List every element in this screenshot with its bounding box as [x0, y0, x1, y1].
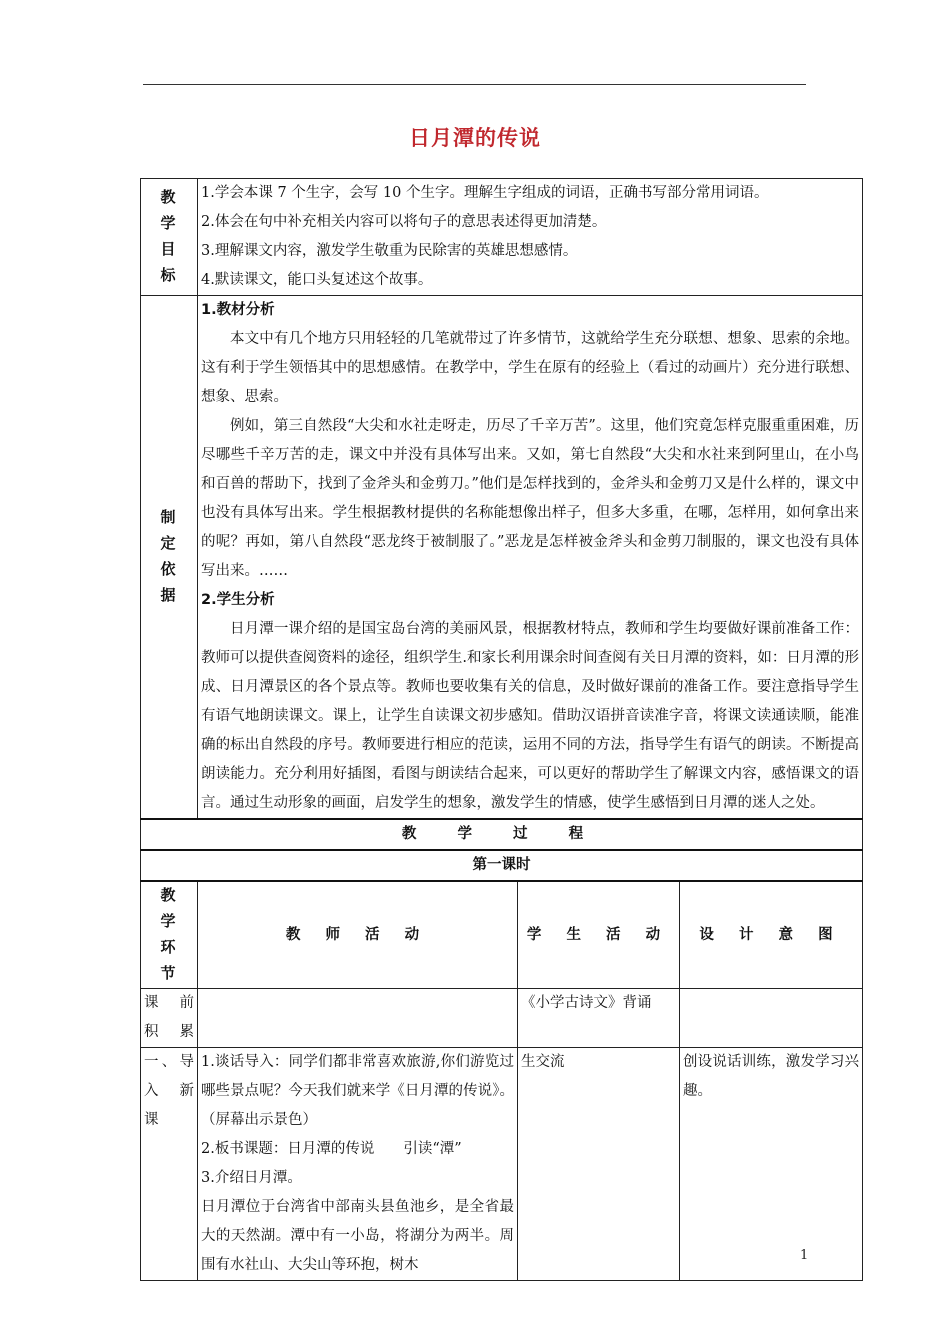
stage-cell: 一、导 入 新 课 — [141, 1048, 198, 1281]
page-title: 日月潭的传说 — [409, 126, 541, 150]
goal-item: 1.学会本课 7 个生字，会写 10 个生字。理解生字组成的词语，正确书写部分常用词语。 — [201, 185, 769, 201]
header-stage: 教 学 环 节 — [141, 881, 198, 989]
section-heading: 2.学生分析 — [201, 592, 275, 608]
table-row — [141, 989, 863, 1048]
lesson-plan-table — [140, 178, 863, 1281]
teacher-step: 日月潭位于台湾省中部南头县鱼池乡，是全省最大的天然湖。潭中有一小岛，将湖分为两半。周围有水社山、大尖山等环抱，树木 — [201, 1199, 514, 1273]
lesson-band: 第一课时 — [141, 850, 863, 881]
goals-content — [198, 179, 863, 296]
header-teacher: 教 师 活 动 — [198, 881, 518, 989]
lesson-band-row — [141, 850, 863, 881]
page-number: 1 — [800, 1248, 809, 1263]
teacher-cell — [198, 1048, 518, 1281]
teacher-step: 1.谈话导入：同学们都非常喜欢旅游,你们游览过哪些景点呢？今天我们就来学《日月潭的传说》。（屏幕出示景色） — [201, 1054, 514, 1128]
paragraph: 例如，第三自然段“大尖和水社走呀走，历尽了千辛万苦”。这里，他们究竟怎样克服重重困难，历尽哪些千辛万苦的走，课文中并没有具体写出来。又如，第七自然段“大尖和水社来到阿里山，在小鸟和百兽的帮助下，找到了金斧头和金剪刀。”他们是怎样找到的，金斧头和金剪刀又是什么样的，课文中也没有具体写出来。学生根据教材提供的名称能想像出样子，但多大多重，在哪，怎样用，如何拿出来的呢？再如，第八自然段“恶龙终于被制服了。”恶龙是怎样被金斧头和金剪刀制服的，课文也没有具体写出来。…… — [201, 418, 859, 579]
student-cell: 《小学古诗文》背诵 — [518, 989, 680, 1048]
intent-cell — [680, 989, 863, 1048]
goal-item: 3.理解课文内容，激发学生敬重为民除害的英雄思想感情。 — [201, 243, 578, 259]
header-intent: 设 计 意 图 — [680, 881, 863, 989]
stage-cell: 课 前 积累 — [141, 989, 198, 1048]
column-header-row — [141, 881, 863, 989]
goals-row — [141, 179, 863, 296]
table-row — [141, 1048, 863, 1281]
intent-cell: 创设说话训练，激发学习兴趣。 — [680, 1048, 863, 1281]
paragraph: 日月潭一课介绍的是国宝岛台湾的美丽风景，根据教材特点，教师和学生均要做好课前准备工作：教师可以提供查阅资料的途径，组织学生.和家长利用课余时间查阅有关日月潭的资料，如：日月潭的形成、日月潭景区的各个景点等。教师也要收集有关的信息，及时做好课前的准备工作。要注意指导学生有语气地朗读课文。课上，让学生自读课文初步感知。借助汉语拼音读准字音，将课文读通读顺，能准确的标出自然段的序号。教师要进行相应的范读，运用不同的方法，指导学生有语气的朗读。不断提高朗读能力。充分利用好插图，看图与朗读结合起来，可以更好的帮助学生了解课文内容，感悟课文的语言。通过生动形象的画面，启发学生的想象，激发学生的情感，使学生感悟到日月潭的迷人之处。 — [201, 621, 859, 811]
basis-row — [141, 296, 863, 820]
goal-item: 4.默读课文，能口头复述这个故事。 — [201, 272, 433, 288]
header-rule — [143, 84, 806, 85]
basis-content — [198, 296, 863, 820]
teacher-cell — [198, 989, 518, 1048]
teacher-step: 2.板书课题：日月潭的传说 引读“潭” — [201, 1141, 462, 1157]
student-cell: 生交流 — [518, 1048, 680, 1281]
process-band: 教 学 过 程 — [141, 819, 863, 850]
goal-item: 2.体会在句中补充相关内容可以将句子的意思表述得更加清楚。 — [201, 214, 607, 230]
teacher-step: 3.介绍日月潭。 — [201, 1170, 302, 1186]
goals-label: 教 学 目 标 — [141, 179, 198, 296]
process-band-row — [141, 819, 863, 850]
paragraph: 本文中有几个地方只用轻轻的几笔就带过了许多情节，这就给学生充分联想、想象、思索的余地。这有利于学生领悟其中的思想感情。在教学中，学生在原有的经验上（看过的动画片）充分进行联想、想象、思索。 — [201, 331, 859, 405]
header-student: 学 生 活 动 — [518, 881, 680, 989]
section-heading: 1.教材分析 — [201, 302, 275, 318]
basis-label: 制 定 依 据 — [141, 296, 198, 820]
